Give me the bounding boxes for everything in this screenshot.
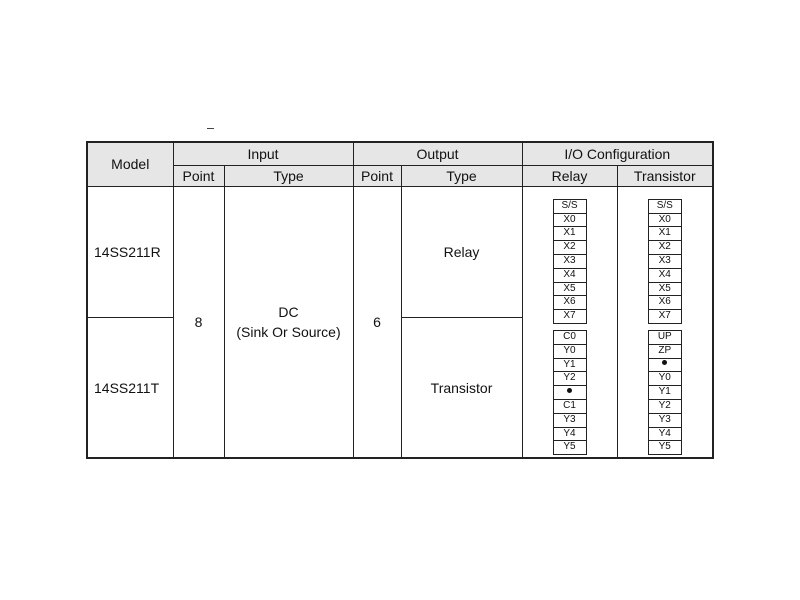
terminal-x3: X3 bbox=[553, 255, 587, 269]
terminal-x3: X3 bbox=[648, 255, 682, 269]
input-type-line1: DC bbox=[278, 303, 299, 320]
terminal-x2: X2 bbox=[648, 241, 682, 255]
output-point-value: 6 bbox=[353, 186, 401, 458]
terminal-y1: Y1 bbox=[553, 359, 587, 373]
header-input-type: Type bbox=[224, 165, 353, 186]
relay-relay_outputs-terminals bbox=[553, 330, 587, 455]
terminal-y3: Y3 bbox=[553, 414, 587, 428]
input-point-value: 8 bbox=[173, 186, 224, 458]
terminal-y0: Y0 bbox=[553, 345, 587, 359]
header-output: Output bbox=[353, 142, 522, 165]
terminal-dot-icon bbox=[553, 386, 587, 400]
terminal-x6: X6 bbox=[648, 296, 682, 310]
output-type-relay: Relay bbox=[401, 186, 522, 317]
terminal-y3: Y3 bbox=[648, 414, 682, 428]
header-input: Input bbox=[173, 142, 353, 165]
terminal-y2: Y2 bbox=[553, 372, 587, 386]
terminal-zp: ZP bbox=[648, 345, 682, 359]
terminal-x4: X4 bbox=[553, 269, 587, 283]
terminal-x5: X5 bbox=[553, 283, 587, 297]
transistor-io-config bbox=[617, 186, 713, 458]
header-relay: Relay bbox=[522, 165, 617, 186]
terminal-y1: Y1 bbox=[648, 386, 682, 400]
terminal-y5: Y5 bbox=[648, 441, 682, 455]
terminal-c1: C1 bbox=[553, 400, 587, 414]
terminal-c0: C0 bbox=[553, 330, 587, 345]
relay-io-config bbox=[522, 186, 617, 458]
terminal-ss: S/S bbox=[553, 199, 587, 214]
terminal-x7: X7 bbox=[553, 310, 587, 324]
terminal-x6: X6 bbox=[553, 296, 587, 310]
header-transistor: Transistor bbox=[617, 165, 713, 186]
transistor-terminal-block bbox=[648, 199, 682, 455]
header-input-point: Point bbox=[173, 165, 224, 186]
relay-terminal-block bbox=[553, 199, 587, 455]
terminal-y4: Y4 bbox=[553, 428, 587, 442]
terminal-y0: Y0 bbox=[648, 372, 682, 386]
header-output-type: Type bbox=[401, 165, 522, 186]
dot-icon bbox=[567, 388, 572, 393]
stray-mark bbox=[207, 128, 214, 129]
terminal-ss: S/S bbox=[648, 199, 682, 214]
terminal-x1: X1 bbox=[553, 227, 587, 241]
spec-table-container bbox=[86, 141, 712, 459]
dot-icon bbox=[662, 360, 667, 365]
terminal-x0: X0 bbox=[648, 214, 682, 228]
terminal-up: UP bbox=[648, 330, 682, 345]
terminal-y5: Y5 bbox=[553, 441, 587, 455]
terminal-dot-icon bbox=[648, 359, 682, 373]
terminal-y4: Y4 bbox=[648, 428, 682, 442]
relay-relay_inputs-terminals bbox=[553, 199, 587, 324]
model-14ss211t: 14SS211T bbox=[87, 318, 173, 458]
terminal-x4: X4 bbox=[648, 269, 682, 283]
terminal-x5: X5 bbox=[648, 283, 682, 297]
header-output-point: Point bbox=[353, 165, 401, 186]
terminal-x7: X7 bbox=[648, 310, 682, 324]
header-io-configuration: I/O Configuration bbox=[522, 142, 713, 165]
transistor-transistor_outputs-terminals bbox=[648, 330, 682, 455]
input-type-value bbox=[224, 186, 353, 458]
output-type-transistor: Transistor bbox=[401, 318, 522, 458]
input-type-line2: (Sink Or Source) bbox=[236, 323, 341, 340]
terminal-x2: X2 bbox=[553, 241, 587, 255]
terminal-x1: X1 bbox=[648, 227, 682, 241]
transistor-transistor_inputs-terminals bbox=[648, 199, 682, 324]
terminal-x0: X0 bbox=[553, 214, 587, 228]
header-model: Model bbox=[87, 142, 173, 186]
spec-table bbox=[86, 141, 714, 459]
terminal-y2: Y2 bbox=[648, 400, 682, 414]
model-14ss211r: 14SS211R bbox=[87, 186, 173, 317]
